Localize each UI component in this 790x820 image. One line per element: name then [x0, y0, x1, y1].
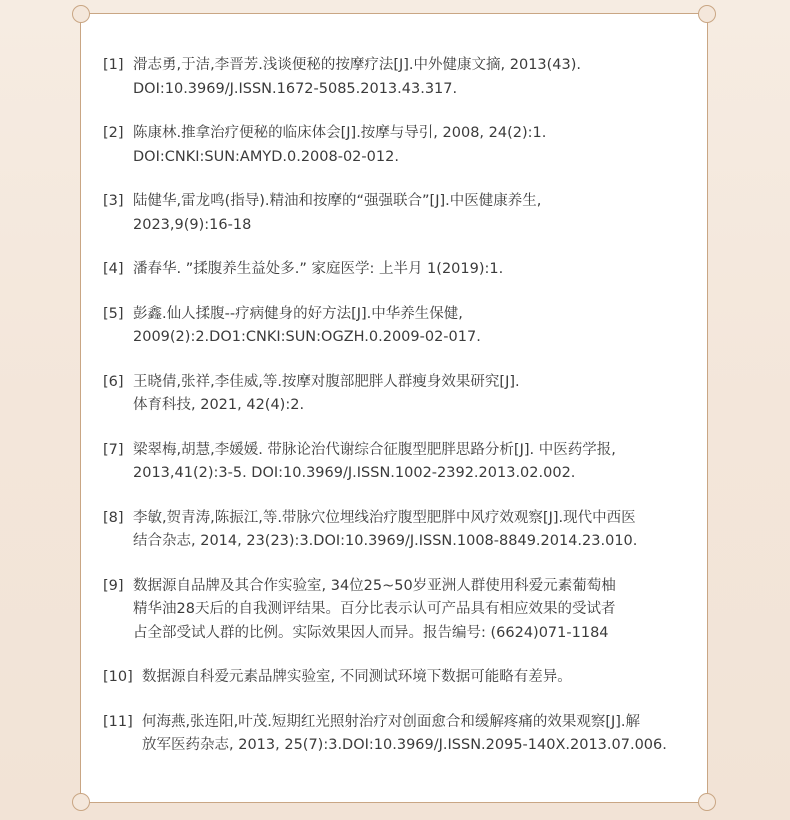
reference-item-9 [103, 575, 703, 646]
reference-number: [10] [103, 669, 133, 685]
reference-item-5 [103, 303, 703, 350]
reference-line: 李敏,贺青涛,陈振江,等.带脉穴位埋线治疗腹型肥胖中风疗效观察[J].现代中西医 [133, 509, 636, 526]
corner-ornament [72, 793, 90, 811]
reference-text [133, 303, 703, 350]
reference-number: [2] [103, 125, 124, 141]
reference-number: [9] [103, 577, 124, 594]
reference-line: 彭鑫.仙人揉腹--疗病健身的好方法[J].中华养生保健, [133, 305, 463, 322]
reference-line: 陆健华,雷龙鸣(指导).精油和按摩的“强强联合”[J].中医健康养生, [133, 193, 542, 209]
reference-number: [4] [103, 261, 124, 277]
reference-text [133, 122, 703, 169]
reference-number: [1] [103, 57, 124, 73]
reference-line: 滑志勇,于洁,李晋芳.浅谈便秘的按摩疗法[J].中外健康文摘, 2013(43). [133, 57, 582, 73]
reference-line: 2013,41(2):3-5. DOI:10.3969/J.ISSN.1002-2392.2013.02.002. [133, 465, 576, 481]
reference-line: 精华油28天后的自我测评结果。百分比表示认可产品具有相应效果的受试者 [133, 601, 616, 617]
reference-text [133, 575, 703, 646]
reference-line: 2009(2):2.DO1:CNKI:SUN:OGZH.0.2009-02-017. [133, 329, 481, 345]
reference-item-10 [103, 666, 703, 690]
reference-line: 潘春华. ”揉腹养生益处多.” 家庭医学: 上半月 1(2019):1. [133, 261, 504, 277]
reference-line: 体育科技, 2021, 42(4):2. [133, 397, 305, 413]
reference-item-1 [103, 54, 703, 101]
reference-line: 数据源自科爱元素品牌实验室, 不同测试环境下数据可能略有差异。 [142, 669, 572, 685]
reference-item-2 [103, 122, 703, 169]
reference-line: 数据源自品牌及其合作实验室, 34位25~50岁亚洲人群使用科爱元素葡萄柚 [133, 577, 616, 594]
corner-ornament [698, 5, 716, 23]
reference-item-11 [103, 711, 703, 758]
reference-line: 王晓倩,张祥,李佳威,等.按摩对腹部肥胖人群瘦身效果研究[J]. [133, 373, 520, 390]
reference-number: [6] [103, 373, 124, 390]
reference-number: [11] [103, 713, 133, 730]
reference-line: 陈康林.推拿治疗便秘的临床体会[J].按摩与导引, 2008, 24(2):1. [133, 125, 547, 141]
reference-line: DOI:10.3969/J.ISSN.1672-5085.2013.43.317. [133, 80, 458, 97]
reference-text [133, 54, 703, 101]
reference-item-4 [103, 258, 703, 282]
reference-line: DOI:CNKI:SUN:AMYD.0.2008-02-012. [133, 148, 399, 165]
reference-text [133, 371, 703, 418]
reference-number: [3] [103, 193, 124, 209]
reference-item-7 [103, 439, 703, 486]
reference-line: 梁翠梅,胡慧,李媛媛. 带脉论治代谢综合征腹型肥胖思路分析[J]. 中医药学报, [133, 441, 616, 458]
reference-line: 2023,9(9):16-18 [133, 216, 252, 233]
reference-line: 放军医药杂志, 2013, 25(7):3.DOI:10.3969/J.ISSN.2095-140X.2013.07.006. [142, 737, 667, 753]
reference-text [142, 666, 703, 690]
reference-list [103, 54, 703, 779]
reference-text [133, 190, 703, 237]
references-card [80, 13, 708, 803]
reference-text [133, 439, 703, 486]
reference-text [142, 711, 703, 758]
reference-text [133, 258, 703, 282]
reference-number: [5] [103, 305, 124, 322]
reference-line: 何海燕,张连阳,叶茂.短期红光照射治疗对创面愈合和缓解疼痛的效果观察[J].解 [142, 713, 641, 730]
reference-number: [7] [103, 441, 124, 458]
reference-item-3 [103, 190, 703, 237]
reference-line: 占全部受试人群的比例。实际效果因人而异。报告编号: (6624)071-1184 [133, 624, 609, 641]
reference-item-6 [103, 371, 703, 418]
reference-item-8 [103, 507, 703, 554]
reference-line: 结合杂志, 2014, 23(23):3.DOI:10.3969/J.ISSN.1008-8849.2014.23.010. [133, 533, 638, 549]
reference-number: [8] [103, 509, 124, 526]
reference-text [133, 507, 703, 554]
